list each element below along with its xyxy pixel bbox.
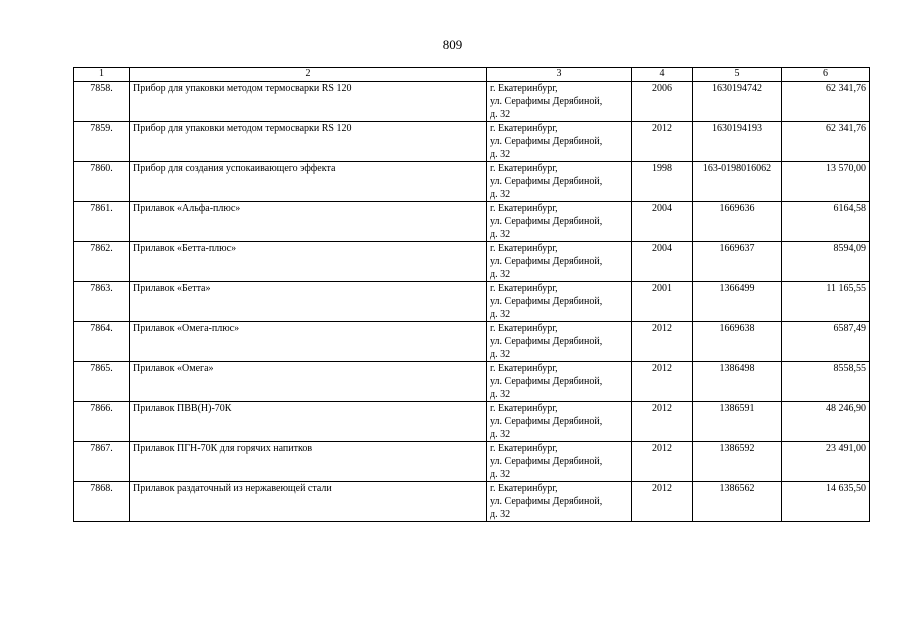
row-number-cell: 7866. bbox=[74, 402, 130, 442]
cost-cell: 13 570,00 bbox=[782, 162, 870, 202]
table-row bbox=[74, 322, 870, 362]
inventory-number-cell: 1669638 bbox=[693, 322, 782, 362]
column-header: 1 bbox=[74, 68, 130, 82]
row-number-cell: 7861. bbox=[74, 202, 130, 242]
table-row bbox=[74, 402, 870, 442]
year-cell: 2012 bbox=[632, 442, 693, 482]
cost-cell: 11 165,55 bbox=[782, 282, 870, 322]
row-number-cell: 7858. bbox=[74, 82, 130, 122]
address-cell: г. Екатеринбург, ул. Серафимы Дерябиной, д. 32 bbox=[487, 82, 632, 122]
table-row bbox=[74, 362, 870, 402]
cost-cell: 23 491,00 bbox=[782, 442, 870, 482]
inventory-number-cell: 1366499 bbox=[693, 282, 782, 322]
row-number-cell: 7864. bbox=[74, 322, 130, 362]
address-cell: г. Екатеринбург, ул. Серафимы Дерябиной, д. 32 bbox=[487, 202, 632, 242]
item-name-cell: Прилавок ПГН-70К для горячих напитков bbox=[130, 442, 487, 482]
table-row bbox=[74, 122, 870, 162]
cost-cell: 6164,58 bbox=[782, 202, 870, 242]
cost-cell: 62 341,76 bbox=[782, 122, 870, 162]
property-table bbox=[73, 67, 870, 522]
cost-cell: 8558,55 bbox=[782, 362, 870, 402]
year-cell: 2004 bbox=[632, 242, 693, 282]
page-number: 809 bbox=[442, 37, 463, 52]
inventory-number-cell: 1386592 bbox=[693, 442, 782, 482]
year-cell: 2012 bbox=[632, 482, 693, 522]
table-row bbox=[74, 82, 870, 122]
row-number-cell: 7868. bbox=[74, 482, 130, 522]
item-name-cell: Прилавок ПВВ(Н)-70К bbox=[130, 402, 487, 442]
cost-cell: 8594,09 bbox=[782, 242, 870, 282]
year-cell: 2012 bbox=[632, 402, 693, 442]
year-cell: 2004 bbox=[632, 202, 693, 242]
table-row bbox=[74, 282, 870, 322]
table-row bbox=[74, 162, 870, 202]
year-cell: 2012 bbox=[632, 362, 693, 402]
table-header-row bbox=[74, 68, 870, 82]
cost-cell: 48 246,90 bbox=[782, 402, 870, 442]
address-cell: г. Екатеринбург, ул. Серафимы Дерябиной, д. 32 bbox=[487, 162, 632, 202]
inventory-number-cell: 1386498 bbox=[693, 362, 782, 402]
item-name-cell: Прибор для упаковки методом термосварки RS 120 bbox=[130, 122, 487, 162]
row-number-cell: 7865. bbox=[74, 362, 130, 402]
item-name-cell: Прибор для упаковки методом термосварки RS 120 bbox=[130, 82, 487, 122]
inventory-number-cell: 1630194193 bbox=[693, 122, 782, 162]
table-row bbox=[74, 482, 870, 522]
inventory-number-cell: 163-0198016062 bbox=[693, 162, 782, 202]
column-header: 5 bbox=[693, 68, 782, 82]
address-cell: г. Екатеринбург, ул. Серафимы Дерябиной, д. 32 bbox=[487, 322, 632, 362]
row-number-cell: 7859. bbox=[74, 122, 130, 162]
item-name-cell: Прилавок «Омега» bbox=[130, 362, 487, 402]
year-cell: 2006 bbox=[632, 82, 693, 122]
item-name-cell: Прилавок «Бетта-плюс» bbox=[130, 242, 487, 282]
item-name-cell: Прилавок «Бетта» bbox=[130, 282, 487, 322]
address-cell: г. Екатеринбург, ул. Серафимы Дерябиной, д. 32 bbox=[487, 402, 632, 442]
year-cell: 2012 bbox=[632, 322, 693, 362]
inventory-number-cell: 1669637 bbox=[693, 242, 782, 282]
inventory-number-cell: 1386562 bbox=[693, 482, 782, 522]
table-row bbox=[74, 202, 870, 242]
inventory-number-cell: 1669636 bbox=[693, 202, 782, 242]
row-number-cell: 7867. bbox=[74, 442, 130, 482]
column-header: 3 bbox=[487, 68, 632, 82]
cost-cell: 6587,49 bbox=[782, 322, 870, 362]
item-name-cell: Прибор для создания успокаивающего эффекта bbox=[130, 162, 487, 202]
year-cell: 2012 bbox=[632, 122, 693, 162]
address-cell: г. Екатеринбург, ул. Серафимы Дерябиной, д. 32 bbox=[487, 482, 632, 522]
item-name-cell: Прилавок «Омега-плюс» bbox=[130, 322, 487, 362]
cost-cell: 14 635,50 bbox=[782, 482, 870, 522]
item-name-cell: Прилавок «Альфа-плюс» bbox=[130, 202, 487, 242]
table-row bbox=[74, 442, 870, 482]
row-number-cell: 7863. bbox=[74, 282, 130, 322]
table-row bbox=[74, 242, 870, 282]
address-cell: г. Екатеринбург, ул. Серафимы Дерябиной, д. 32 bbox=[487, 442, 632, 482]
address-cell: г. Екатеринбург, ул. Серафимы Дерябиной, д. 32 bbox=[487, 122, 632, 162]
column-header: 4 bbox=[632, 68, 693, 82]
column-header: 2 bbox=[130, 68, 487, 82]
row-number-cell: 7862. bbox=[74, 242, 130, 282]
address-cell: г. Екатеринбург, ул. Серафимы Дерябиной, д. 32 bbox=[487, 282, 632, 322]
inventory-number-cell: 1386591 bbox=[693, 402, 782, 442]
address-cell: г. Екатеринбург, ул. Серафимы Дерябиной, д. 32 bbox=[487, 362, 632, 402]
year-cell: 1998 bbox=[632, 162, 693, 202]
item-name-cell: Прилавок раздаточный из нержавеющей стали bbox=[130, 482, 487, 522]
year-cell: 2001 bbox=[632, 282, 693, 322]
address-cell: г. Екатеринбург, ул. Серафимы Дерябиной, д. 32 bbox=[487, 242, 632, 282]
inventory-number-cell: 1630194742 bbox=[693, 82, 782, 122]
cost-cell: 62 341,76 bbox=[782, 82, 870, 122]
column-header: 6 bbox=[782, 68, 870, 82]
row-number-cell: 7860. bbox=[74, 162, 130, 202]
